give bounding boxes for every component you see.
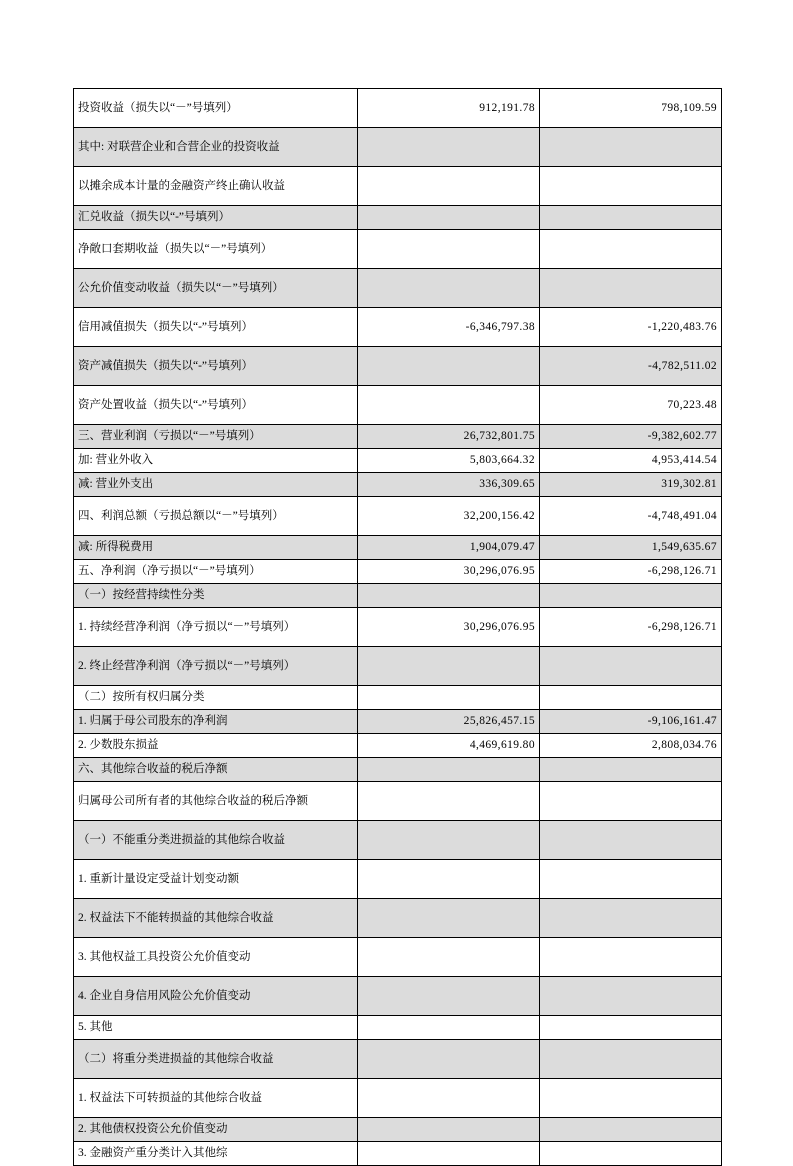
row-value-prior	[540, 230, 722, 269]
income-statement-table	[73, 88, 722, 1166]
row-label: 1. 归属于母公司股东的净利润	[74, 710, 358, 734]
row-value-current	[358, 1142, 540, 1166]
row-value-prior	[540, 782, 722, 821]
row-value-current	[358, 167, 540, 206]
row-value-current: 32,200,156.42	[358, 497, 540, 536]
row-value-current	[358, 1079, 540, 1118]
row-label: 四、利润总额（亏损总额以“－”号填列）	[74, 497, 358, 536]
row-value-prior	[540, 167, 722, 206]
row-value-prior	[540, 938, 722, 977]
table-row	[74, 584, 722, 608]
table-row	[74, 1118, 722, 1142]
row-label: 三、营业利润（亏损以“－”号填列）	[74, 425, 358, 449]
row-value-prior	[540, 128, 722, 167]
row-value-prior	[540, 977, 722, 1016]
row-value-current: 912,191.78	[358, 89, 540, 128]
row-value-current	[358, 386, 540, 425]
row-value-prior: -1,220,483.76	[540, 308, 722, 347]
table-row	[74, 230, 722, 269]
row-value-current: -6,346,797.38	[358, 308, 540, 347]
table-row	[74, 710, 722, 734]
table-row	[74, 1079, 722, 1118]
row-value-prior	[540, 1040, 722, 1079]
row-label: 投资收益（损失以“－”号填列）	[74, 89, 358, 128]
row-label: 2. 少数股东损益	[74, 734, 358, 758]
row-label: 减: 所得税费用	[74, 536, 358, 560]
row-label: 1. 重新计量设定受益计划变动额	[74, 860, 358, 899]
table-row	[74, 386, 722, 425]
row-value-current	[358, 206, 540, 230]
row-value-current: 30,296,076.95	[358, 560, 540, 584]
row-label: 公允价值变动收益（损失以“－”号填列）	[74, 269, 358, 308]
income-statement-table-wrapper	[73, 88, 721, 1166]
table-row	[74, 347, 722, 386]
row-value-current	[358, 1118, 540, 1142]
table-row	[74, 686, 722, 710]
row-label: 5. 其他	[74, 1016, 358, 1040]
table-row	[74, 536, 722, 560]
table-row	[74, 647, 722, 686]
row-label: （二）将重分类进损益的其他综合收益	[74, 1040, 358, 1079]
row-value-current	[358, 1040, 540, 1079]
row-value-current: 26,732,801.75	[358, 425, 540, 449]
row-value-current	[358, 758, 540, 782]
table-row	[74, 560, 722, 584]
row-label: 六、其他综合收益的税后净额	[74, 758, 358, 782]
row-value-current	[358, 782, 540, 821]
table-row	[74, 860, 722, 899]
row-value-current: 4,469,619.80	[358, 734, 540, 758]
row-value-prior: 70,223.48	[540, 386, 722, 425]
table-row	[74, 758, 722, 782]
row-value-current: 5,803,664.32	[358, 449, 540, 473]
row-label: 2. 终止经营净利润（净亏损以“－”号填列）	[74, 647, 358, 686]
row-value-prior	[540, 647, 722, 686]
row-value-current	[358, 230, 540, 269]
row-value-current	[358, 860, 540, 899]
table-row	[74, 128, 722, 167]
row-label: 1. 权益法下可转损益的其他综合收益	[74, 1079, 358, 1118]
table-body	[74, 89, 722, 1166]
row-value-current: 30,296,076.95	[358, 608, 540, 647]
row-value-prior: 1,549,635.67	[540, 536, 722, 560]
row-label: 加: 营业外收入	[74, 449, 358, 473]
table-row	[74, 269, 722, 308]
row-label: 汇兑收益（损失以“-”号填列）	[74, 206, 358, 230]
row-value-prior: 4,953,414.54	[540, 449, 722, 473]
table-row	[74, 308, 722, 347]
row-value-current: 25,826,457.15	[358, 710, 540, 734]
row-label: 2. 权益法下不能转损益的其他综合收益	[74, 899, 358, 938]
row-value-prior: -4,748,491.04	[540, 497, 722, 536]
table-row	[74, 1142, 722, 1166]
table-row	[74, 206, 722, 230]
table-row	[74, 734, 722, 758]
row-value-current	[358, 821, 540, 860]
row-label: 4. 企业自身信用风险公允价值变动	[74, 977, 358, 1016]
row-label: 以摊余成本计量的金融资产终止确认收益	[74, 167, 358, 206]
row-value-current	[358, 347, 540, 386]
row-value-prior	[540, 860, 722, 899]
row-value-prior	[540, 1118, 722, 1142]
row-value-prior	[540, 269, 722, 308]
row-value-prior	[540, 686, 722, 710]
row-value-current	[358, 686, 540, 710]
row-label: 其中: 对联营企业和合营企业的投资收益	[74, 128, 358, 167]
row-value-prior: -4,782,511.02	[540, 347, 722, 386]
row-value-current: 336,309.65	[358, 473, 540, 497]
row-value-prior	[540, 1016, 722, 1040]
row-label: 3. 金融资产重分类计入其他综	[74, 1142, 358, 1166]
row-value-current	[358, 269, 540, 308]
table-row	[74, 425, 722, 449]
row-value-prior: -6,298,126.71	[540, 560, 722, 584]
row-value-prior: 319,302.81	[540, 473, 722, 497]
table-row	[74, 938, 722, 977]
row-value-prior: -6,298,126.71	[540, 608, 722, 647]
row-label: 净敞口套期收益（损失以“－”号填列）	[74, 230, 358, 269]
row-value-current: 1,904,079.47	[358, 536, 540, 560]
table-row	[74, 167, 722, 206]
row-value-current	[358, 584, 540, 608]
row-label: 资产处置收益（损失以“-”号填列）	[74, 386, 358, 425]
table-row	[74, 1040, 722, 1079]
table-row	[74, 497, 722, 536]
row-value-prior: -9,382,602.77	[540, 425, 722, 449]
row-value-prior: 798,109.59	[540, 89, 722, 128]
row-label: 减: 营业外支出	[74, 473, 358, 497]
row-value-current	[358, 647, 540, 686]
row-label: 资产减值损失（损失以“-”号填列）	[74, 347, 358, 386]
row-value-current	[358, 977, 540, 1016]
row-value-current	[358, 128, 540, 167]
row-value-prior	[540, 821, 722, 860]
table-row	[74, 821, 722, 860]
row-value-prior	[540, 1142, 722, 1166]
row-label: 五、净利润（净亏损以“－”号填列）	[74, 560, 358, 584]
table-row	[74, 89, 722, 128]
table-row	[74, 449, 722, 473]
row-label: 归属母公司所有者的其他综合收益的税后净额	[74, 782, 358, 821]
row-label: 信用减值损失（损失以“-”号填列）	[74, 308, 358, 347]
row-label: 2. 其他债权投资公允价值变动	[74, 1118, 358, 1142]
row-value-prior	[540, 758, 722, 782]
row-label: （二）按所有权归属分类	[74, 686, 358, 710]
row-label: 3. 其他权益工具投资公允价值变动	[74, 938, 358, 977]
row-value-prior	[540, 206, 722, 230]
table-row	[74, 608, 722, 647]
table-row	[74, 782, 722, 821]
table-row	[74, 977, 722, 1016]
row-label: 1. 持续经营净利润（净亏损以“－”号填列）	[74, 608, 358, 647]
row-value-prior: -9,106,161.47	[540, 710, 722, 734]
row-value-prior	[540, 899, 722, 938]
row-label: （一）按经营持续性分类	[74, 584, 358, 608]
row-value-prior	[540, 584, 722, 608]
row-value-prior	[540, 1079, 722, 1118]
table-row	[74, 1016, 722, 1040]
table-row	[74, 899, 722, 938]
row-label: （一）不能重分类进损益的其他综合收益	[74, 821, 358, 860]
row-value-current	[358, 938, 540, 977]
table-row	[74, 473, 722, 497]
row-value-prior: 2,808,034.76	[540, 734, 722, 758]
row-value-current	[358, 1016, 540, 1040]
row-value-current	[358, 899, 540, 938]
